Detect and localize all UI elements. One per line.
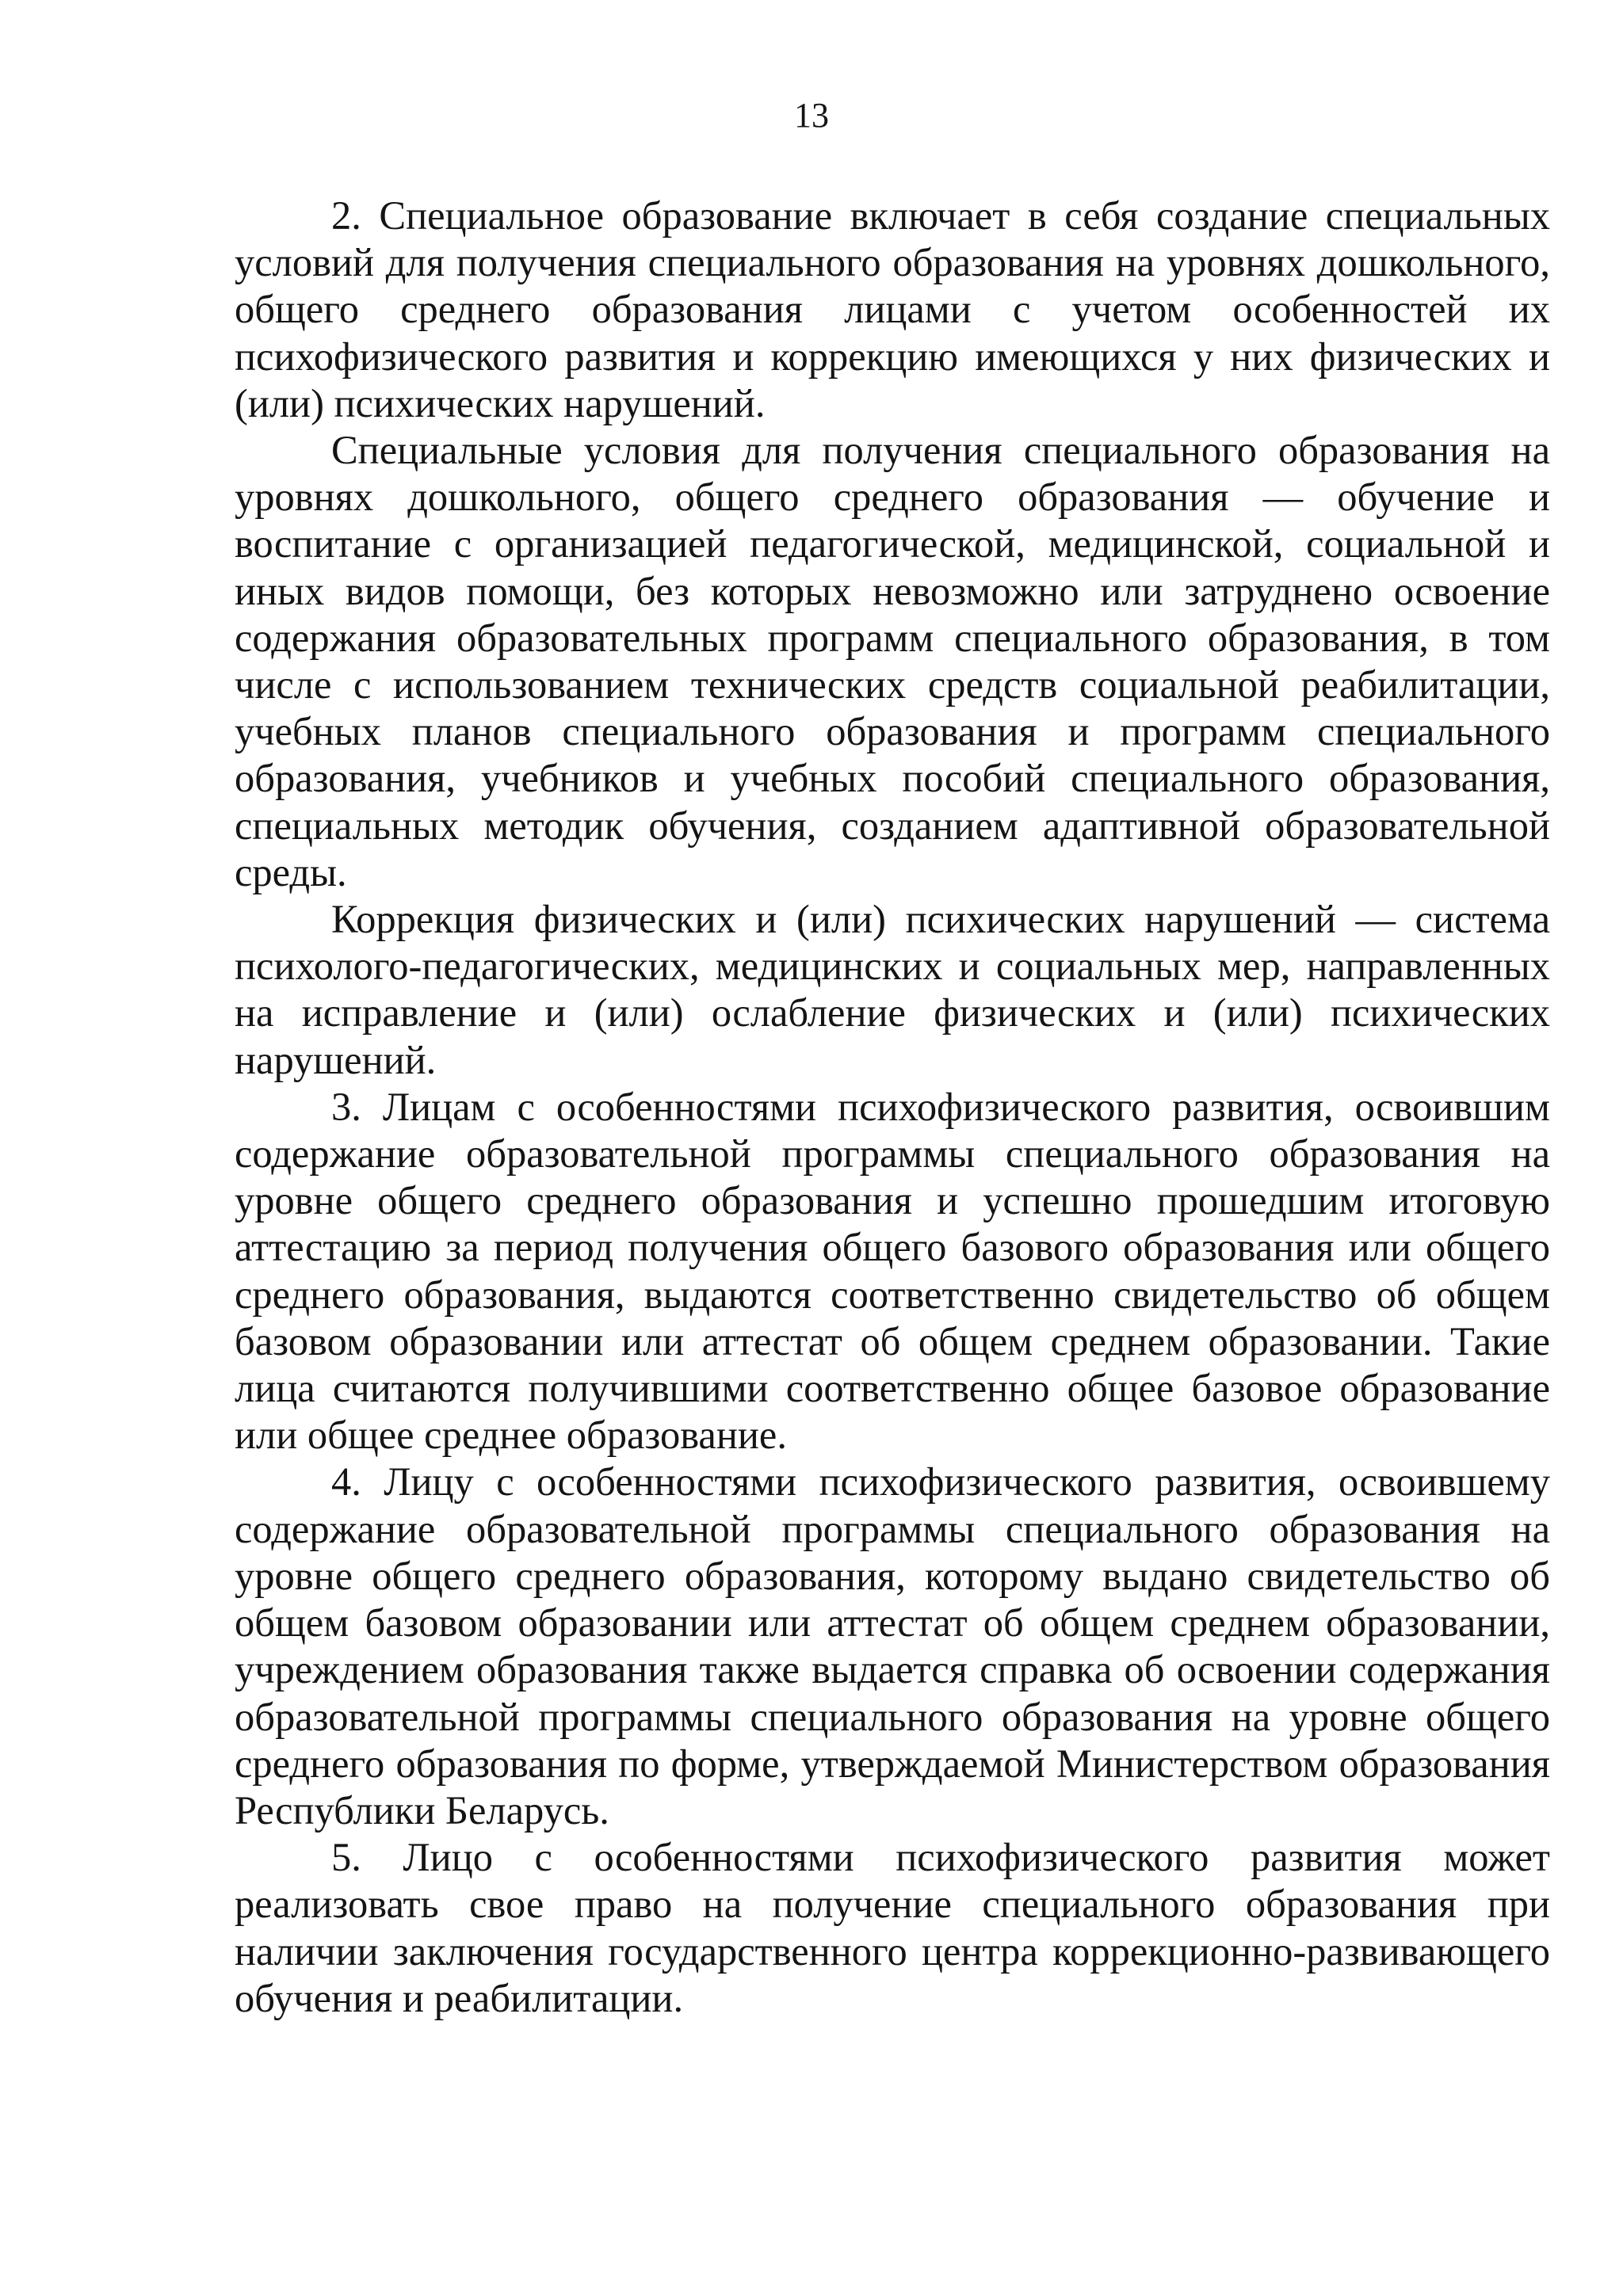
- paragraph-correction-definition: Коррекция физических и (или) психических нарушений — система психолого-педагогических, медицинских и социальных мер, направленных на исправление и (или) ослабление физических и (или) психических нарушений.: [235, 897, 1550, 1082]
- document-body: [235, 193, 1550, 2022]
- paragraph-4-reference-letter: 4. Лицу с особенностями психофизического развития, освоившему содержание образовательной программы специального образования на уровне общего среднего образования, которому выдано свидетельство об общем базовом образовании или аттестат об общем среднем образовании, учреждением образования также выдается справка об освоении содержания образовательной программы специального образования на уровне общего среднего образования по форме, утверждаемой Министерством образования Республики Беларусь.: [235, 1459, 1550, 1833]
- paragraph-2-special-education: 2. Специальное образование включает в себя создание специальных условий для получения специального образования на уровнях дошкольного, общего среднего образования лицами с учетом особенностей их психофизического развития и коррекцию имеющихся у них физических и (или) психических нарушений.: [235, 193, 1550, 425]
- page-number: 13: [794, 96, 829, 135]
- paragraph-3-certificates: 3. Лицам с особенностями психофизического развития, освоившим содержание образовательной программы специального образования на уровне общего среднего образования и успешно прошедшим итоговую аттестацию за период получения общего базового образования или общего среднего образования, выдаются соответственно свидетельство об общем базовом образовании или аттестат об общем среднем образовании. Такие лица считаются получившими соответственно общее базовое образование или общее среднее образование.: [235, 1084, 1550, 1458]
- paragraph-5-right-to-education: 5. Лицо с особенностями психофизического развития может реализовать свое право на получение специального образования при наличии заключения государственного центра коррекционно-развивающего обучения и реабилитации.: [235, 1835, 1550, 2020]
- paragraph-special-conditions: Специальные условия для получения специального образования на уровнях дошкольного, общего среднего образования — обучение и воспитание с организацией педагогической, медицинской, социальной и иных видов помощи, без которых невозможно или затруднено освоение содержания образовательных программ специального образования, в том числе с использованием технических средств социальной реабилитации, учебных планов специального образования и программ специального образования, учебников и учебных пособий специального образования, специальных методик обучения, созданием адаптивной образовательной среды.: [235, 428, 1550, 894]
